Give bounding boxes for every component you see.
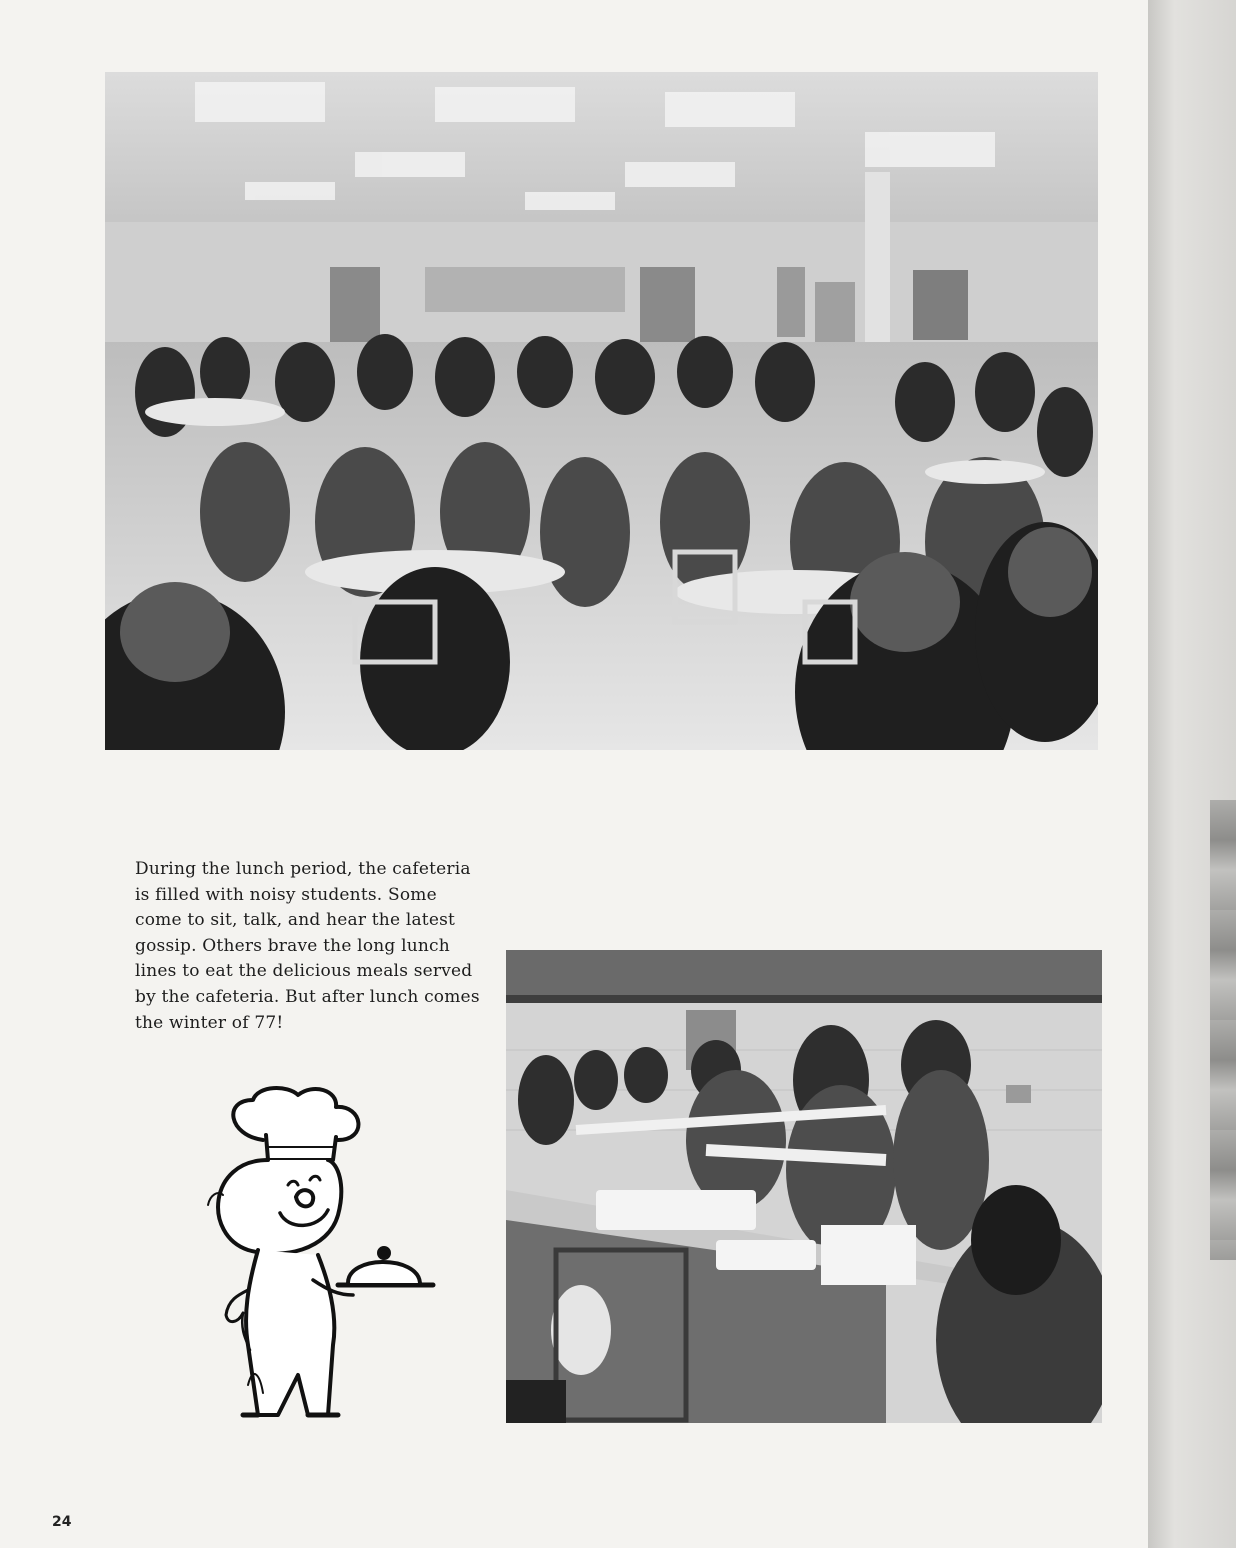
page-number: 24 [52, 1514, 72, 1530]
cafeteria-photo-graphic [105, 72, 1098, 750]
caption-line: come to sit, talk, and hear the latest [135, 910, 456, 931]
chef-illustration [188, 1085, 438, 1420]
page-caption [135, 857, 480, 1036]
binding-gutter [1148, 0, 1236, 1548]
caption-line: During the lunch period, the cafeteria [135, 859, 471, 879]
caption-line: lines to eat the delicious meals served [135, 961, 473, 982]
lunch-line-photo [506, 950, 1102, 1423]
adjacent-page-edge [1210, 800, 1236, 1260]
caption-line: gossip. Others brave the long lunch [135, 935, 450, 956]
caption-line: by the cafeteria. But after lunch comes [135, 986, 480, 1007]
cafeteria-students-photo [105, 72, 1098, 750]
chef-drawing [188, 1085, 438, 1420]
caption-line: is filled with noisy students. Some [135, 884, 437, 905]
lunch-line-photo-graphic [506, 950, 1102, 1423]
caption-line: the winter of 77! [135, 1012, 284, 1033]
